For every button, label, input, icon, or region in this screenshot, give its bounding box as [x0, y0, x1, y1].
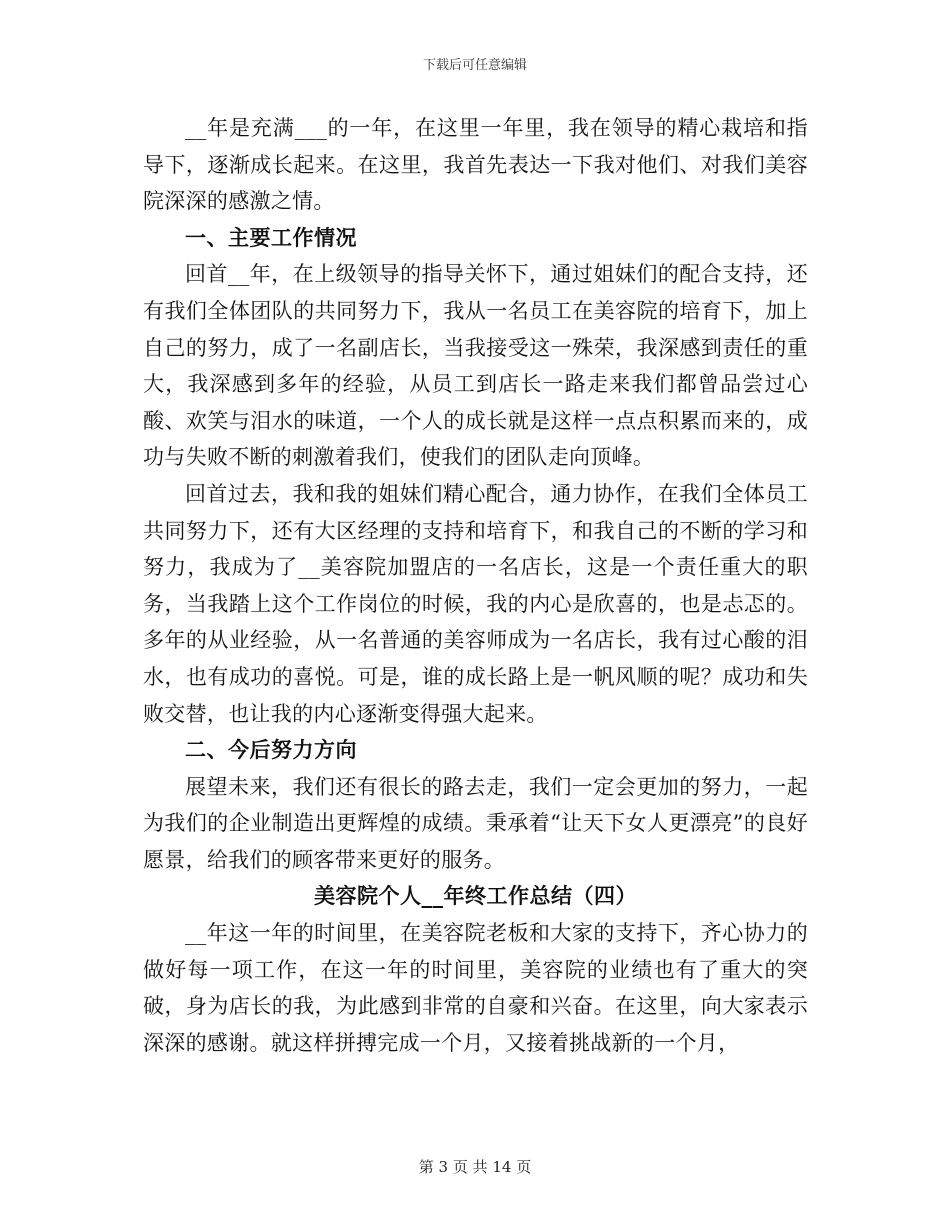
- paragraph-review-past: 回首过去，我和我的姐妹们精心配合，通力协作，在我们全体员工共同努力下，还有大区经理的支持和培育下，和我自己的不断的学习和努力，我成为了__美容院加盟店的一名店长，这是一个责任重大的职务，当我踏上这个工作岗位的时候，我的内心是欣喜的，也是忐忑的。多年的从业经验，从一名普通的美容师成为一名店长，我有过心酸的泪水，也有成功的喜悦。可是，谁的成长路上是一帆风顺的呢？成功和失败交替，也让我的内心逐渐变得强大起来。: [143, 481, 808, 726]
- document-body: [143, 110, 808, 1061]
- paragraph-outlook: 展望未来，我们还有很长的路去走，我们一定会更加的努力，一起为我们的企业制造出更辉煌的成绩。秉承着“让天下女人更漂亮”的良好愿景，给我们的顾客带来更好的服务。: [143, 774, 808, 872]
- page-number: 第 3 页 共 14 页: [418, 1158, 532, 1176]
- header-note: 下载后可任意编辑: [422, 58, 527, 73]
- paragraph-year-summary: __年这一年的时间里，在美容院老板和大家的支持下，齐心协力的做好每一项工作，在这一年的时间里，美容院的业绩也有了重大的突破，身为店长的我，为此感到非常的自豪和兴奋。在这里，向大家表示深深的感谢。就这样拼搏完成一个月，又接着挑战新的一个月，: [143, 921, 808, 1055]
- paragraph-intro: __年是充满___的一年，在这里一年里，我在领导的精心栽培和指导下，逐渐成长起来。在这里，我首先表达一下我对他们、对我们美容院深深的感激之情。: [143, 116, 808, 214]
- paragraph-review-year: 回首__年，在上级领导的指导关怀下，通过姐妹们的配合支持，还有我们全体团队的共同努力下，我从一名员工在美容院的培育下，加上自己的努力，成了一名副店长，当我接受这一殊荣，我深感到责任的重大，我深感到多年的经验，从员工到店长一路走来我们都曾品尝过心酸、欢笑与泪水的味道，一个人的成长就是这样一点点积累而来的，成功与失败不断的刺激着我们，使我们的团队走向顶峰。: [143, 262, 808, 470]
- section-heading-future: 二、今后努力方向: [185, 738, 357, 763]
- section-heading-main-work: 一、主要工作情况: [185, 225, 357, 250]
- document-title: 美容院个人__年终工作总结（四）: [314, 884, 637, 909]
